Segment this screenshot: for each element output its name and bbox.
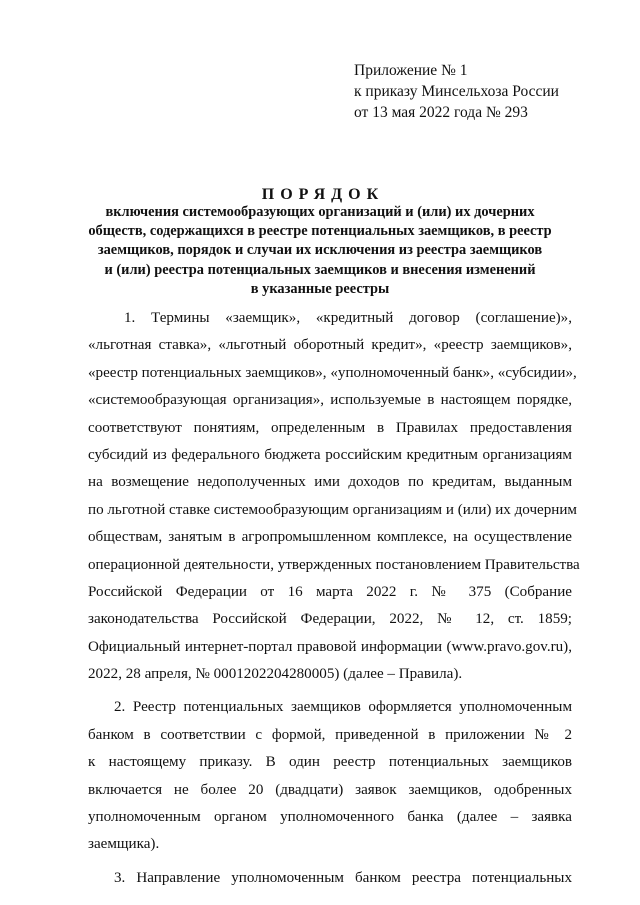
- appendix-order-date: от 13 мая 2022 года № 293: [354, 104, 528, 121]
- appendix-order-ref: к приказу Минсельхоза России: [354, 83, 559, 100]
- paragraph-line: на возмещение недополученных ими доходов по кредитам, выданным: [88, 474, 572, 491]
- paragraph-line: «системообразующая организация», используемые в настоящем порядке,: [88, 392, 572, 409]
- paragraph-line: «льготная ставка», «льготный оборотный кредит», «реестр заемщиков»,: [88, 337, 572, 354]
- paragraph-line: субсидий из федерального бюджета российским кредитным организациям: [88, 446, 572, 463]
- paragraph-line: заемщика).: [88, 836, 160, 853]
- paragraph-line: «реестр потенциальных заемщиков», «уполномоченный банк», «субсидии»,: [88, 364, 577, 381]
- subtitle-line: включения системообразующих организаций и (или) их дочерних: [105, 204, 535, 220]
- paragraph-line: 1. Термины «заемщик», «кредитный договор (соглашение)»,: [124, 310, 572, 326]
- paragraph-1: [88, 305, 580, 688]
- paragraph-line: 3. Направление уполномоченным банком реестра потенциальных: [114, 869, 572, 886]
- subtitle-line: в указанные реестры: [250, 280, 390, 297]
- paragraph-3: [88, 865, 572, 892]
- paragraph-line: включается не более 20 (двадцати) заявок заемщиков, одобренных: [88, 781, 572, 798]
- paragraph-2: [88, 694, 572, 858]
- paragraph-line: Российской Федерации от 16 марта 2022 г. № 375 (Собрание: [88, 583, 572, 600]
- subtitle-line: заемщиков, порядок и случаи их исключения из реестра заемщиков: [97, 242, 543, 259]
- paragraph-line: уполномоченным органом уполномоченного банка (далее – заявка: [88, 809, 572, 826]
- paragraph-line: 2. Реестр потенциальных заемщиков оформляется уполномоченным: [114, 699, 572, 716]
- paragraph-line: по льготной ставке системообразующим организациям и (или) их дочерним: [88, 501, 577, 518]
- paragraph-line: законодательства Российской Федерации, 2022, № 12, ст. 1859;: [88, 611, 572, 628]
- paragraph-line: банком в соответствии с формой, приведенной в приложении № 2: [88, 726, 572, 743]
- paragraph-line: к настоящему приказу. В один реестр потенциальных заемщиков: [88, 754, 572, 771]
- subtitle-line: обществ, содержащихся в реестре потенциальных заемщиков, в реестр: [88, 223, 552, 240]
- subtitle-line: и (или) реестра потенциальных заемщиков и внесения изменений: [104, 261, 536, 278]
- paragraph-line: соответствуют понятиям, определенным в Правилах предоставления: [88, 419, 572, 436]
- paragraph-line: обществам, занятым в агропромышленном комплексе, на осуществление: [88, 529, 572, 546]
- paragraph-line: 2022, 28 апреля, № 0001202204280005) (далее – Правила).: [88, 666, 463, 683]
- appendix-number: Приложение № 1: [354, 62, 468, 79]
- document-body: [88, 305, 580, 892]
- paragraph-line: операционной деятельности, утвержденных постановлением Правительства: [88, 556, 580, 573]
- paragraph-line: Официальный интернет-портал правовой информации (www.pravo.gov.ru),: [88, 638, 572, 655]
- appendix-block: [354, 60, 559, 123]
- document-subtitle: [0, 203, 640, 299]
- document-title: ПОРЯДОК: [261, 186, 385, 203]
